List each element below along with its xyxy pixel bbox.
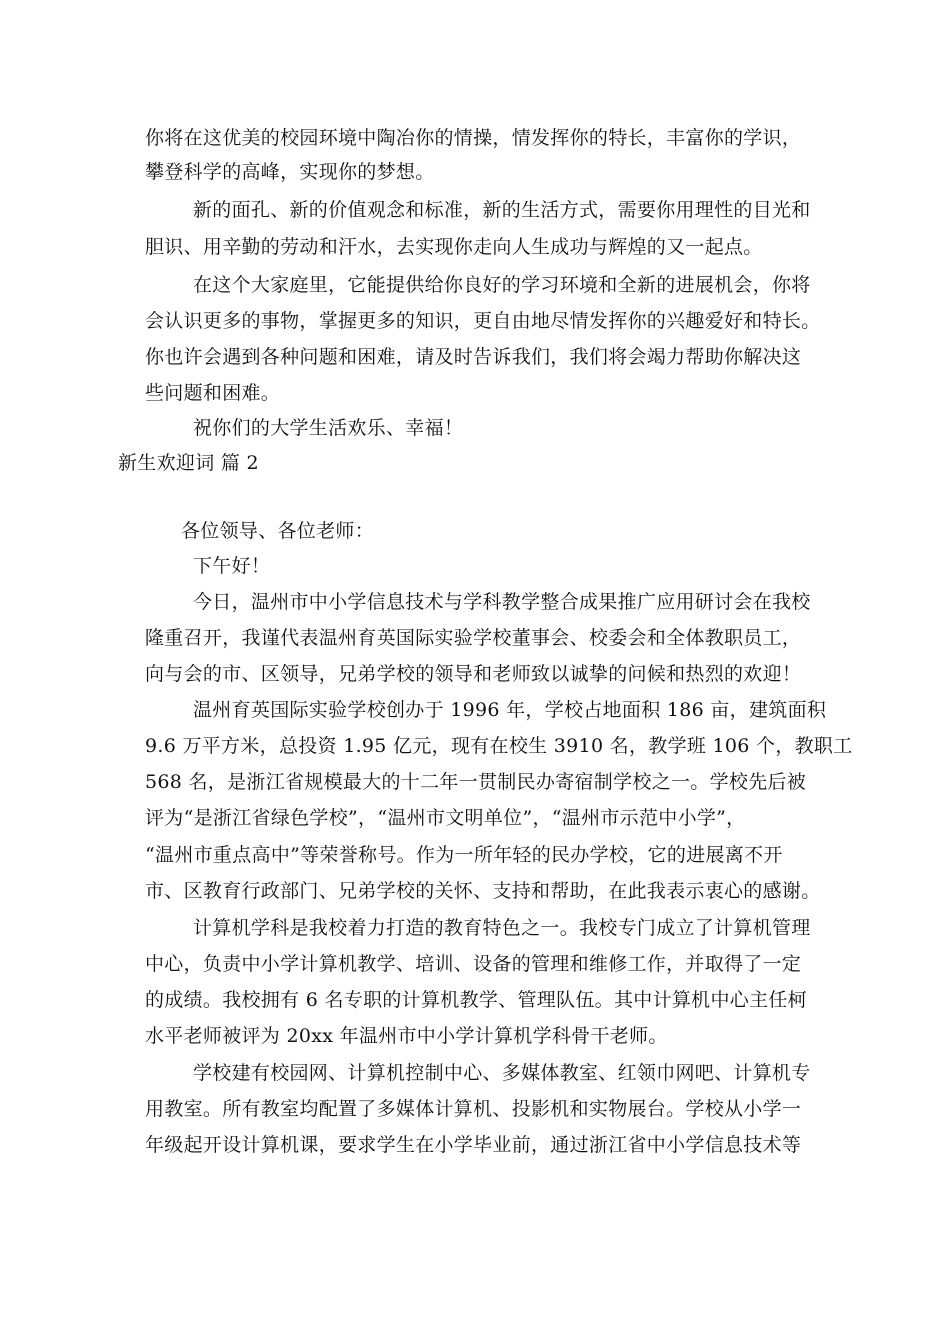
body-text-line: 向与会的市、区领导，兄弟学校的领导和老师致以诚挚的问候和热烈的欢迎！	[145, 663, 802, 685]
body-text-line: 温州育英国际实验学校创办于 1996 年，学校占地面积 186 亩，建筑面积	[193, 699, 827, 721]
body-text-line: 的成绩。我校拥有 6 名专职的计算机教学、管理队伍。其中计算机中心主任柯	[145, 989, 807, 1011]
body-text-line: 隆重召开，我谨代表温州育英国际实验学校董事会、校委会和全体教职员工，	[145, 627, 802, 649]
section-heading: 新生欢迎词 篇 2	[118, 452, 259, 474]
body-text-line: “温州市重点高中”等荣誉称号。作为一所年轻的民办学校，它的进展离不开	[145, 844, 783, 866]
body-text-line: 些问题和困难。	[145, 382, 281, 404]
body-text-line: 年级起开设计算机课，要求学生在小学毕业前，通过浙江省中小学信息技术等	[145, 1134, 802, 1156]
body-text-line: 用教室。所有教室均配置了多媒体计算机、投影机和实物展台。学校从小学一	[145, 1098, 802, 1120]
body-text-line: 祝你们的大学生活欢乐、幸福！	[193, 417, 464, 439]
body-text-line: 9.6 万平方米，总投资 1.95 亿元，现有在校生 3910 名，教学班 106 个，教职工	[145, 735, 853, 757]
body-text-line: 学校建有校园网、计算机控制中心、多媒体教室、红领巾网吧、计算机专	[193, 1062, 811, 1084]
body-text-line: 中心，负责中小学计算机教学、培训、设备的管理和维修工作，并取得了一定	[145, 953, 802, 975]
greeting-line: 下午好！	[193, 555, 271, 577]
body-text-line: 计算机学科是我校着力打造的教育特色之一。我校专门成立了计算机管理	[193, 917, 811, 939]
body-text-line: 胆识、用辛勤的劳动和汗水，去实现你走向人生成功与辉煌的又一起点。	[145, 236, 763, 258]
salutation-line: 各位领导、各位老师：	[181, 520, 375, 542]
body-text-line: 568 名，是浙江省规模最大的十二年一贯制民办寄宿制学校之一。学校先后被	[145, 771, 807, 793]
body-text-line: 你也许会遇到各种问题和困难，请及时告诉我们，我们将会竭力帮助你解决这	[145, 346, 802, 368]
body-text-line: 新的面孔、新的价值观念和标准，新的生活方式，需要你用理性的目光和	[193, 199, 811, 221]
body-text-line: 评为“是浙江省绿色学校”，“温州市文明单位”，“温州市示范中小学”，	[145, 807, 746, 829]
body-text-line: 市、区教育行政部门、兄弟学校的关怀、支持和帮助，在此我表示衷心的感谢。	[145, 880, 821, 902]
body-text-line: 你将在这优美的校园环境中陶冶你的情操，情发挥你的特长，丰富你的学识，	[145, 127, 802, 149]
body-text-line: 今日，温州市中小学信息技术与学科教学整合成果推广应用研讨会在我校	[193, 591, 811, 613]
body-text-line: 水平老师被评为 20xx 年温州市中小学计算机学科骨干老师。	[145, 1025, 668, 1047]
body-text-line: 攀登科学的高峰，实现你的梦想。	[145, 161, 435, 183]
body-text-line: 在这个大家庭里，它能提供给你良好的学习环境和全新的进展机会，你将	[193, 274, 811, 296]
body-text-line: 会认识更多的事物，掌握更多的知识，更自由地尽情发挥你的兴趣爱好和特长。	[145, 310, 821, 332]
